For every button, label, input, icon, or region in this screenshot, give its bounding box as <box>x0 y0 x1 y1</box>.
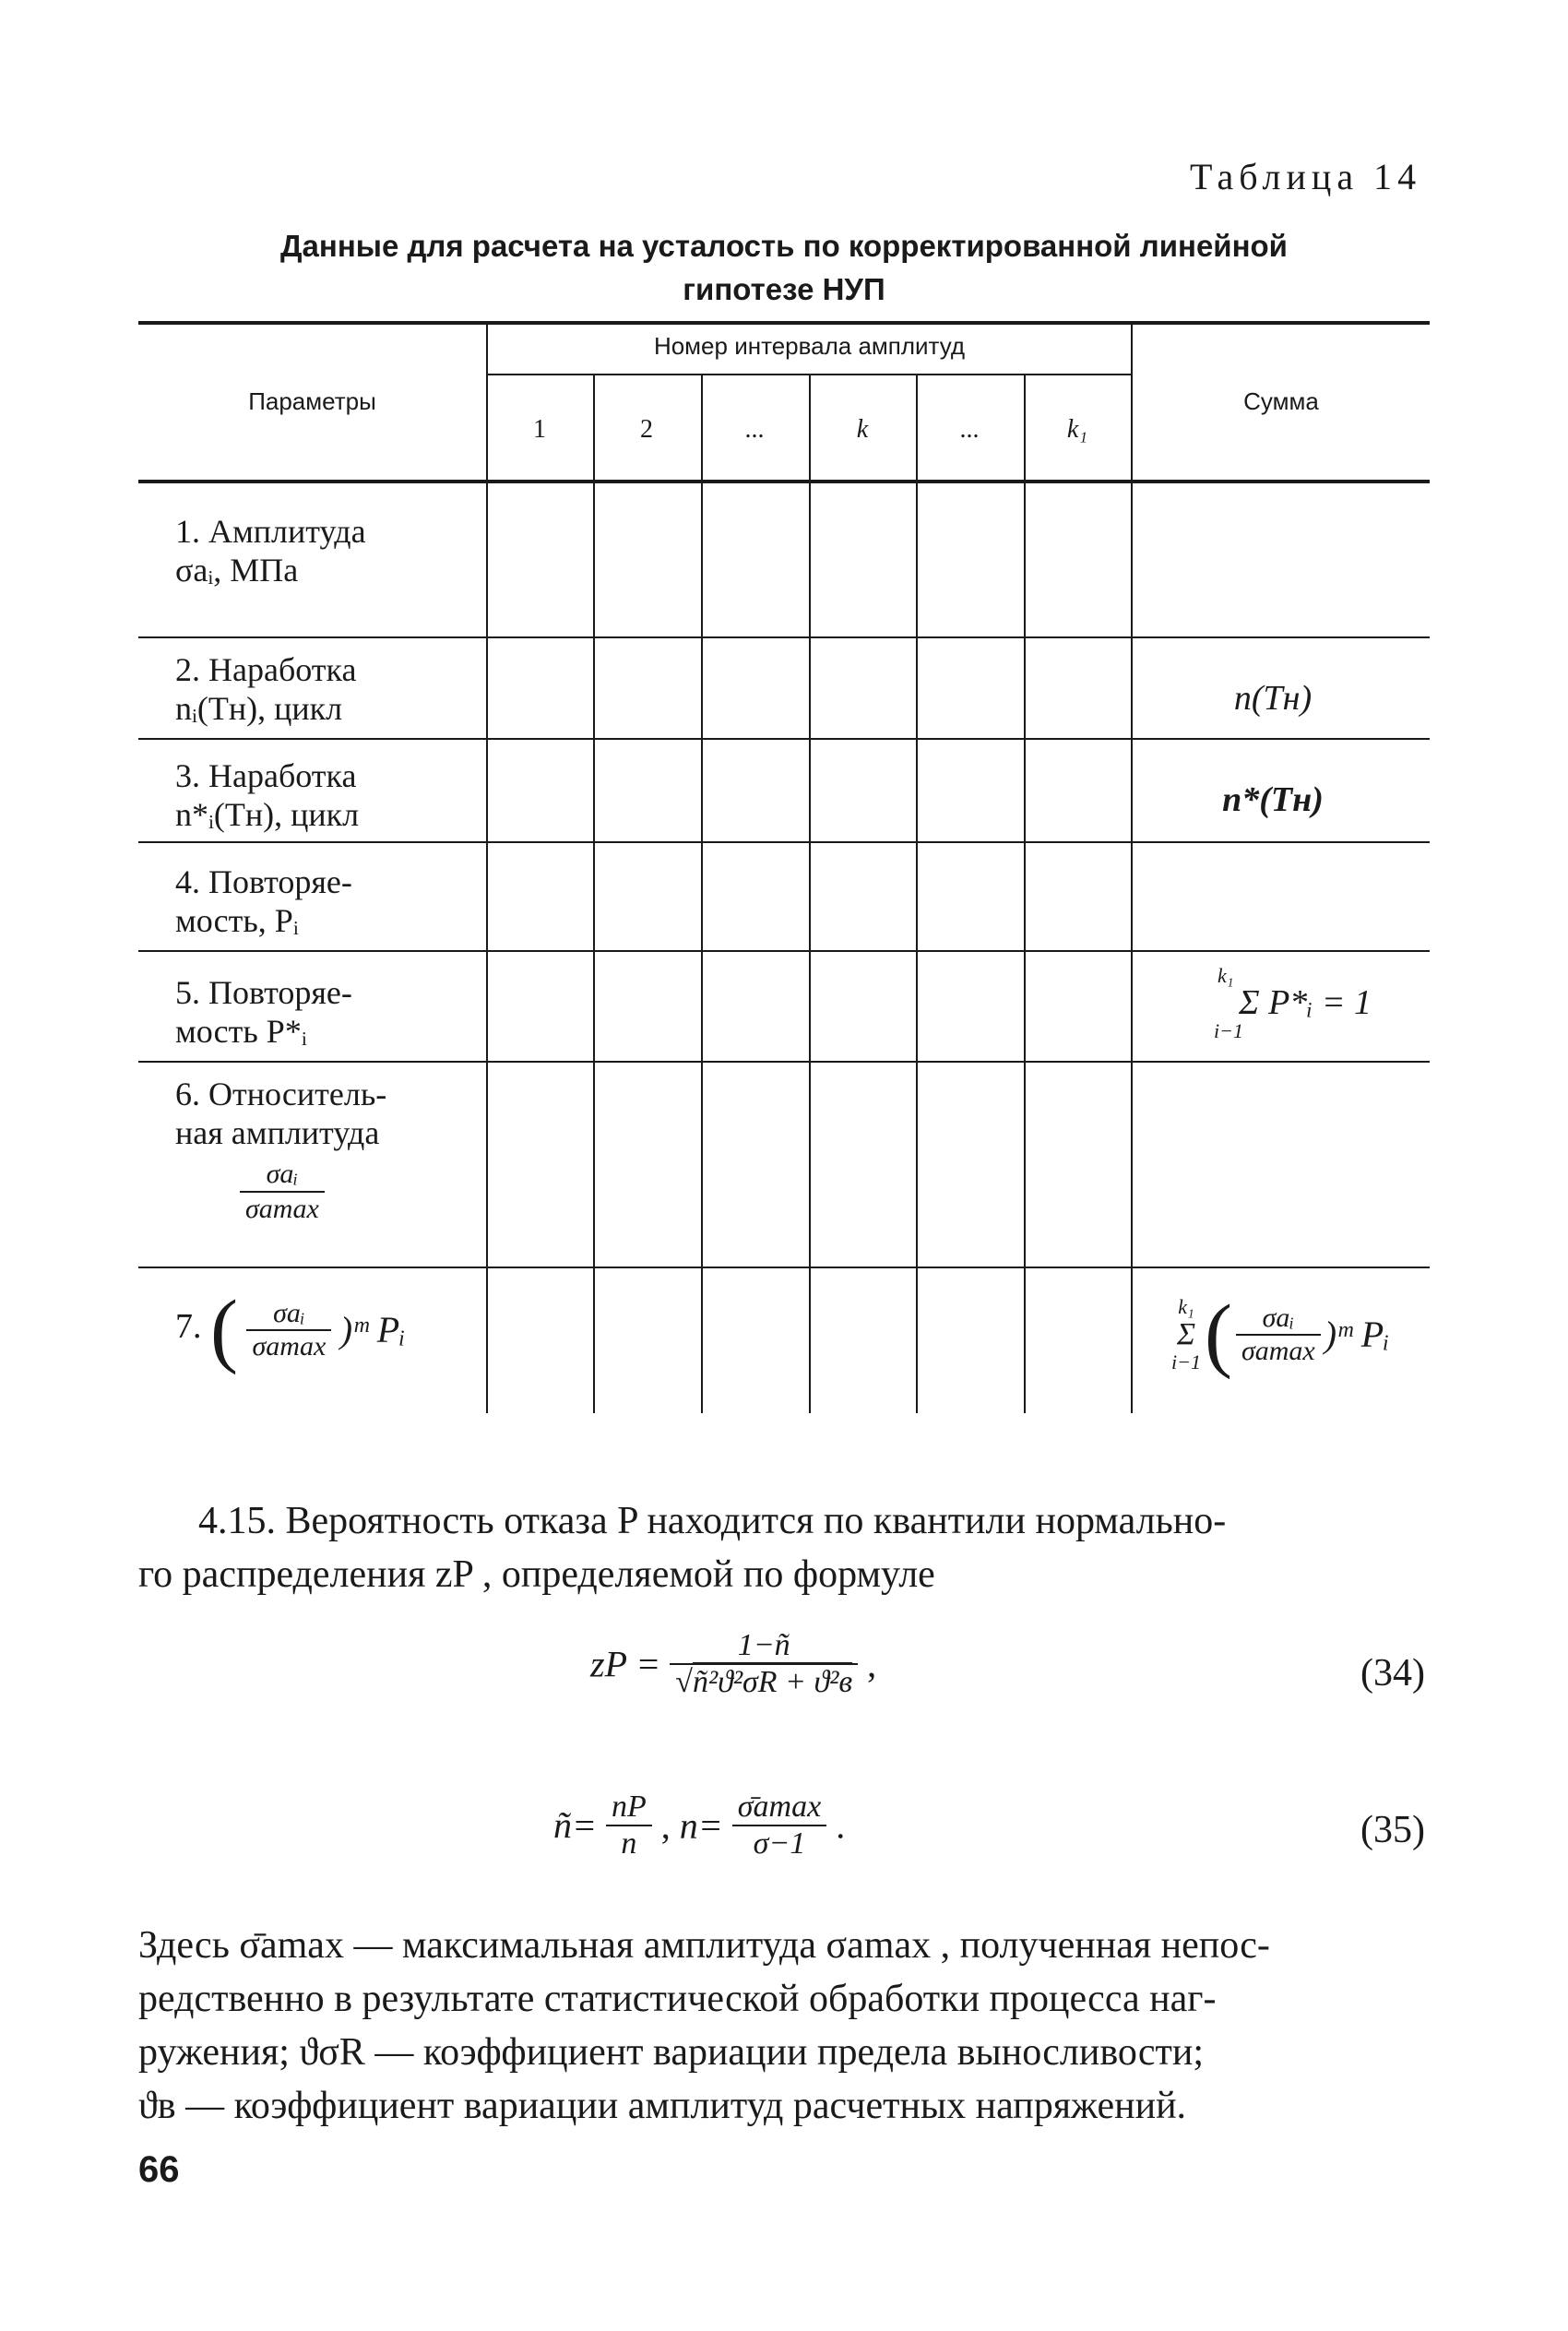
row-7-sum: k₁ Σ i−1 ( $\frac{\text{σaᵢ}}{\sigma amax}$ )ᵐ Pᵢ <box>1171 1289 1390 1380</box>
header-col-3: ... <box>744 415 765 444</box>
caption-line-2: гипотезе НУП <box>683 272 885 306</box>
page-number: 66 <box>138 2149 180 2190</box>
row-3-sum: n*(Tн) <box>1222 780 1324 819</box>
header-col-4: k <box>856 415 869 444</box>
col-rule <box>1024 375 1026 1413</box>
row-2-label: 2. Наработка nᵢ(Tн), цикл <box>175 651 357 727</box>
explanation-line-3: ружения; ϑσR — коэффициент вариации предела выносливости; <box>138 2031 1205 2074</box>
row-7-label: 7. ( $\frac{\text{σaᵢ}}{\sigma amax}$ )ᵐ Pᵢ <box>175 1284 406 1375</box>
row-rule <box>138 636 1430 638</box>
row-7-sum-fraction: $\frac{\text{σaᵢ}}{\sigma amax}$ <box>1236 1302 1321 1367</box>
explanation-line-4: ϑв — коэффициент вариации амплитуд расчетных напряжений. <box>138 2085 1187 2127</box>
col-rule <box>809 375 811 1413</box>
row-3-label: 3. Наработка n*ᵢ(Tн), цикл <box>175 757 360 833</box>
row-rule <box>138 950 1430 952</box>
explanation-line-2: редственно в результате статистической обработки процесса наг- <box>138 1978 1217 2020</box>
paragraph-line-1: 4.15. Вероятность отказа P находится по квантили нормально- <box>198 1500 1227 1542</box>
row-rule <box>138 1267 1430 1268</box>
table-label: Таблица 14 <box>1190 156 1422 197</box>
row-4-label: 4. Повторяе- мость, Pᵢ <box>175 863 352 939</box>
row-6-label: 6. Относитель- ная амплитуда $\frac{\text{σaᵢ}}{\sigma amax}$ <box>175 1076 387 1224</box>
header-sum: Сумма <box>1243 387 1319 415</box>
col-rule <box>701 375 703 1413</box>
header-interval: Номер интервала амплитуд <box>653 332 966 360</box>
row-rule <box>138 841 1430 843</box>
row-7-fraction: $\frac{\text{σaᵢ}}{\sigma amax}$ <box>246 1298 331 1362</box>
row-5-sum: k₁ Σ P*ᵢ = 1 i−1 <box>1214 964 1372 1042</box>
caption-line-1: Данные для расчета на усталость по корректированной линейной <box>280 229 1288 263</box>
equation-35-number: (35) <box>1360 1809 1425 1851</box>
col-rule <box>593 375 595 1413</box>
header-col-5: ... <box>959 415 980 444</box>
equation-34: zP = $\frac{1-ñ}{\text{√ñ²ϑ²σR + ϑ²в}}$ , <box>590 1628 877 1699</box>
col-rule <box>916 375 918 1413</box>
explanation-line-1: Здесь σ̄amax — максимальная амплитуда σamax , полученная непос- <box>138 1924 1270 1967</box>
row-6-fraction: $\frac{\text{σaᵢ}}{\sigma amax}$ <box>240 1158 325 1226</box>
row-5-label: 5. Повторяе- мость P*ᵢ <box>175 974 352 1050</box>
row-rule <box>138 1061 1430 1063</box>
col-rule <box>1131 325 1133 1413</box>
header-params: Параметры <box>248 387 376 415</box>
header-col-6: k₁ <box>1066 415 1088 444</box>
row-1-label: 1. Амплитуда σaᵢ, МПа <box>175 513 366 589</box>
equation-34-number: (34) <box>1360 1652 1425 1695</box>
paragraph-line-2: го распределения zP , определяемой по формуле <box>138 1553 935 1596</box>
header-bottom-rule <box>138 480 1430 483</box>
row-2-sum: n(Tн) <box>1233 679 1313 718</box>
table-top-rule <box>138 321 1430 325</box>
header-col-2: 2 <box>640 415 653 444</box>
header-col-1: 1 <box>533 415 546 444</box>
col-rule <box>486 325 488 1413</box>
row-rule <box>138 738 1430 740</box>
equation-35: ñ= $\frac{nP}{n}$ , n= $\frac{\sigmāamax}{\sigma-1}$ . <box>553 1790 846 1861</box>
